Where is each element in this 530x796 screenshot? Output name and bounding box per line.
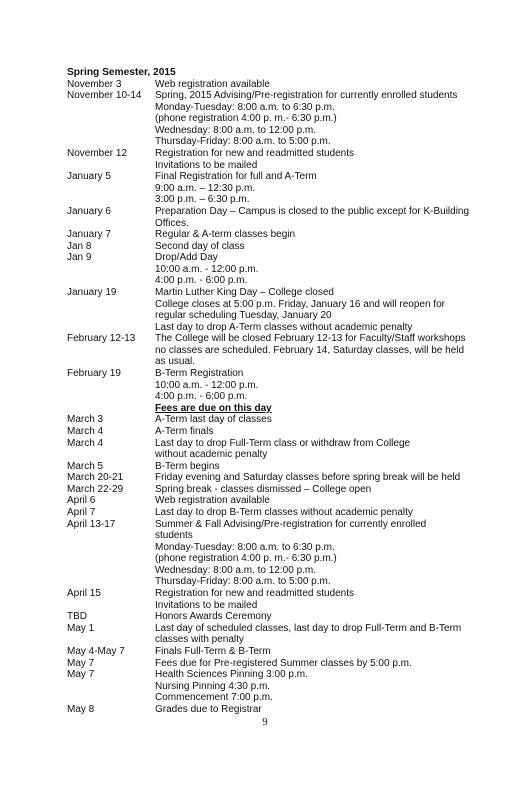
entry-line: (phone registration 4:00 p. m.- 6:30 p.m.) — [155, 553, 337, 565]
entry-description — [155, 148, 467, 171]
entry-line: (phone registration 4:00 p. m.- 6:30 p.m.) — [155, 113, 337, 125]
entry-date: March 3 — [67, 414, 104, 426]
entry-line: Monday-Tuesday: 8:00 a.m. to 6:30 p.m. — [155, 101, 335, 113]
entry-line: Drop/Add Day — [155, 252, 218, 264]
entry-description — [155, 646, 467, 658]
calendar-entry — [67, 148, 467, 171]
entry-date: Jan 8 — [67, 240, 92, 252]
entry-line: 4:00 p.m. - 6:00 p.m. — [155, 275, 248, 287]
entry-line: Last day to drop A-Term classes without academic penalty — [155, 321, 413, 333]
entry-description — [155, 588, 467, 611]
calendar-entry — [67, 333, 467, 368]
calendar-entry — [67, 495, 467, 507]
entry-description — [155, 229, 467, 241]
entry-line: without academic penalty — [155, 449, 268, 461]
calendar-entry — [67, 426, 467, 438]
entry-date: February 12-13 — [67, 333, 136, 345]
entry-date: January 5 — [67, 171, 111, 183]
entry-line: Grades due to Registrar — [155, 703, 262, 715]
entry-line: Summer & Fall Advising/Pre-registration for currently enrolled — [155, 518, 427, 530]
entry-line: Web registration available — [155, 495, 270, 507]
entry-date: November 3 — [67, 78, 122, 90]
entry-line: Last day to drop Full-Term class or withdraw from College — [155, 437, 411, 449]
calendar-entry — [67, 588, 467, 611]
calendar-entry — [67, 519, 467, 588]
page-number: 9 — [262, 717, 268, 728]
entry-line: 10:00 a.m. - 12:00 p.m. — [155, 379, 259, 391]
entry-description — [155, 658, 467, 670]
entry-description — [155, 623, 467, 646]
entry-line: 10:00 a.m. - 12:00 p.m. — [155, 263, 259, 275]
entry-description — [155, 171, 467, 206]
calendar-entry — [67, 484, 467, 496]
entry-line: Finals Full-Term & B-Term — [155, 645, 271, 657]
entry-line: Martin Luther King Day – College closed — [155, 287, 334, 298]
entry-date: March 5 — [67, 460, 104, 472]
entry-line: The College will be closed February 12-13 for Faculty/Staff workshops — [155, 333, 466, 345]
entry-line: Spring, 2015 Advising/Pre-registration for currently enrolled students — [155, 90, 458, 102]
calendar-rows — [67, 78, 470, 716]
entry-date: March 22-29 — [67, 483, 124, 495]
calendar-entry — [67, 611, 467, 623]
entry-date: April 7 — [67, 506, 96, 518]
entry-date: March 20-21 — [67, 472, 124, 484]
entry-line: Invitations to be mailed — [155, 599, 258, 611]
entry-line: 9:00 a.m. – 12:30 p.m. — [155, 182, 256, 194]
entry-line: Final Registration for full and A-Term — [155, 171, 317, 183]
entry-description — [155, 333, 467, 368]
entry-line: Offices. — [155, 217, 189, 229]
calendar-entry — [67, 368, 467, 414]
entry-date: January 7 — [67, 229, 111, 241]
entry-line: Friday evening and Saturday classes before spring break will be held — [155, 472, 461, 484]
entry-line: Commencement 7:00 p.m. — [155, 692, 273, 704]
calendar-entry — [67, 241, 467, 253]
entry-line: Wednesday: 8:00 a.m. to 12:00 p.m. — [155, 564, 317, 576]
entry-line: Thursday-Friday: 8:00 a.m. to 5:00 p.m. — [155, 576, 331, 588]
entry-description — [155, 287, 467, 333]
entry-date: May 8 — [67, 703, 95, 715]
entry-description — [155, 472, 467, 484]
calendar-entry — [67, 229, 467, 241]
entry-date: March 4 — [67, 437, 104, 449]
entry-date: April 13-17 — [67, 518, 116, 530]
entry-description — [155, 79, 467, 91]
entry-description — [155, 704, 467, 716]
calendar-entry — [67, 205, 470, 229]
entry-description — [155, 611, 467, 623]
entry-line: regular scheduling Tuesday, January 20 — [155, 310, 332, 322]
entry-line: Last day to drop B-Term classes without academic penalty — [155, 506, 413, 518]
calendar-entry — [67, 669, 467, 704]
entry-line: A-Term last day of classes — [155, 414, 272, 426]
entry-description — [155, 241, 467, 253]
entry-description — [155, 507, 467, 519]
entry-description — [155, 669, 467, 704]
entry-date: March 4 — [67, 425, 104, 437]
calendar-entry — [67, 287, 467, 333]
entry-line: Monday-Tuesday: 8:00 a.m. to 6:30 p.m. — [155, 541, 335, 553]
entry-line: B-Term begins — [155, 460, 220, 472]
entry-line: classes with penalty — [155, 634, 244, 646]
calendar-entry — [67, 623, 467, 646]
entry-date: November 10-14 — [67, 90, 142, 102]
entry-line: Health Sciences Pinning 3:00 p.m. — [155, 669, 308, 681]
entry-date: November 12 — [67, 148, 128, 160]
entry-line: Last day of scheduled classes, last day to drop Full-Term and B-Term — [155, 622, 462, 634]
entry-line: Spring break - classes dismissed – College open — [155, 483, 372, 495]
entry-date: May 7 — [67, 669, 95, 681]
calendar-entry — [67, 414, 467, 426]
calendar-document — [67, 67, 470, 715]
entry-date: Jan 9 — [67, 252, 92, 264]
entry-date: January 6 — [67, 205, 111, 217]
entry-description — [155, 368, 467, 414]
entry-description — [155, 495, 467, 507]
entry-date: April 6 — [67, 495, 96, 507]
entry-line: Invitations to be mailed — [155, 159, 258, 171]
entry-description — [155, 252, 467, 287]
entry-line: A-Term finals — [155, 425, 214, 437]
entry-date: January 19 — [67, 287, 117, 298]
entry-line: 3:00 p.m. – 6:30 p.m. — [155, 194, 250, 206]
entry-line: Registration for new and readmitted students — [155, 588, 354, 600]
calendar-entry — [67, 461, 467, 473]
entry-date: May 4-May 7 — [67, 645, 125, 657]
entry-date: May 7 — [67, 657, 95, 669]
entry-date: April 15 — [67, 588, 101, 600]
entry-line: Preparation Day – Campus is closed to the public except for K-Building — [155, 205, 470, 217]
entry-line: no classes are scheduled. February 14, Saturday classes, will be held — [155, 344, 465, 356]
calendar-entry — [67, 704, 467, 716]
entry-date: May 1 — [67, 622, 95, 634]
calendar-entry — [67, 472, 467, 484]
entry-line: as usual. — [155, 356, 196, 368]
entry-date: TBD — [67, 611, 87, 623]
entry-line: College closes at 5:00 p.m. Friday, January 16 and will reopen for — [155, 298, 445, 310]
entry-description — [155, 426, 467, 438]
entry-description — [155, 484, 467, 496]
calendar-entry — [67, 171, 467, 206]
entry-date: February 19 — [67, 368, 121, 380]
entry-line: Fees due for Pre-registered Summer classes by 5:00 p.m. — [155, 657, 412, 669]
entry-description — [155, 90, 467, 148]
entry-line: 4:00 p.m. - 6:00 p.m. — [155, 391, 248, 403]
calendar-entry — [67, 438, 467, 461]
entry-line: B-Term Registration — [155, 368, 244, 380]
entry-line: Thursday-Friday: 8:00 a.m. to 5:00 p.m. — [155, 136, 331, 148]
calendar-entry — [67, 90, 467, 148]
calendar-entry — [67, 507, 467, 519]
entry-line: Second day of class — [155, 240, 245, 252]
entry-line: Regular & A-term classes begin — [155, 229, 296, 241]
entry-line: Wednesday: 8:00 a.m. to 12:00 p.m. — [155, 124, 317, 136]
calendar-entry — [67, 658, 467, 670]
semester-heading: Spring Semester, 2015 — [67, 67, 176, 78]
calendar-entry — [67, 252, 467, 287]
entry-description — [155, 461, 467, 473]
entry-line: Honors Awards Ceremony — [155, 611, 272, 623]
entry-description — [155, 519, 467, 588]
fees-due-notice: Fees are due on this day — [155, 402, 272, 414]
entry-line: students — [155, 530, 193, 542]
entry-line: Web registration available — [155, 78, 270, 90]
entry-line: Nursing Pinning 4:30 p.m. — [155, 680, 271, 692]
calendar-entry — [67, 79, 467, 91]
entry-description — [155, 206, 469, 229]
entry-description — [155, 414, 467, 426]
entry-description — [155, 438, 467, 461]
calendar-entry — [67, 646, 467, 658]
entry-line: Registration for new and readmitted students — [155, 148, 354, 160]
